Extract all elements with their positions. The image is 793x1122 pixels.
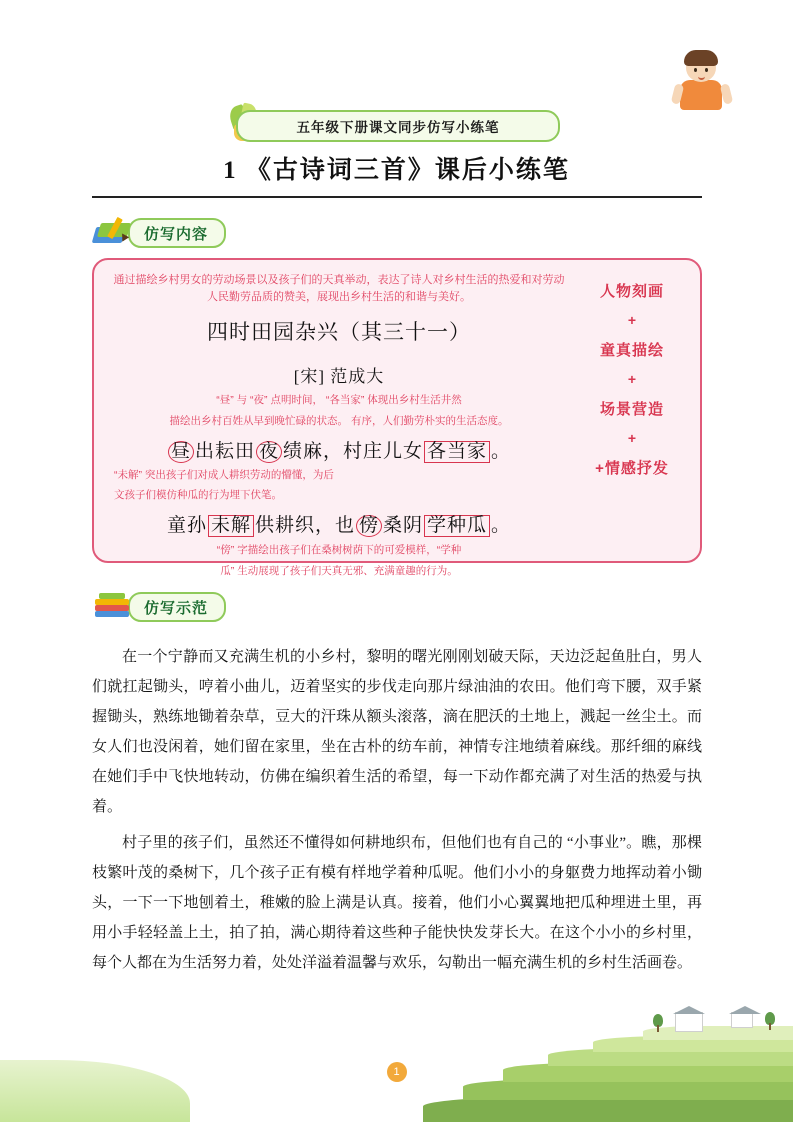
- left-hill-shape: [0, 1060, 190, 1122]
- terraced-field-art: [423, 1012, 793, 1122]
- tree-icon: [653, 1014, 663, 1032]
- poem-line-2: 童孙 未解 供耕织，也 傍 桑阴 学种瓜 。: [166, 515, 512, 536]
- house-icon: [675, 1012, 703, 1032]
- annotation-2: “未解” 突出孩子们对成人耕织劳动的懵懂，为后: [114, 469, 334, 481]
- annotation-3b: 瓜” 生动展现了孩子们天真无邪、充满童趣的行为。: [220, 565, 458, 577]
- writing-element-4: 场景营造: [599, 401, 664, 418]
- section-label-pill-example: [128, 592, 226, 622]
- book-pencil-icon: [92, 217, 134, 249]
- annotation-1: “昼” 与 “夜” 点明时间， “各当家” 体现出乡村生活井然: [216, 394, 462, 406]
- writing-element-1: +: [627, 312, 637, 328]
- tree-icon-2: [765, 1012, 775, 1030]
- poem-title: 四时田园杂兴（其三十一）: [207, 320, 471, 344]
- annotation-3: “傍” 字描绘出孩子们在桑树树荫下的可爱模样，“学种: [216, 544, 462, 556]
- section-label-content-text: 仿写内容: [144, 225, 209, 243]
- writing-element-5: +: [627, 430, 637, 446]
- title-divider: [92, 196, 702, 198]
- annotation-1b: 描绘出乡村百姓从早到晚忙碌的状态。 有序，人们勤劳朴实的生活态度。: [169, 415, 509, 427]
- poem-author: [宋] 范成大: [293, 367, 385, 386]
- example-paragraph-2: 村子里的孩子们，虽然还不懂得如何耕地织布，但他们也有自己的 “小事业”。瞧，那棵枝繁叶茂的桑树下，几个孩子正有模有样地学着种瓜呢。他们小小的身躯费力地挥动着小锄头，一下一下地刨着土，稚嫩的脸上满是认真。接着，他们小心翼翼地把瓜种埋进土里，再用小手轻轻盖上土，拍了拍，满心期待着这些种子能快快发芽长大。在这个小小的乡村里，每个人都在为生活努力着，处处洋溢着温馨与欢乐，勾勒出一幅充满生机的乡村生活画卷。: [92, 835, 702, 971]
- example-paragraph-1: 在一个宁静而又充满生机的小乡村，黎明的曙光刚刚划破天际，天边泛起鱼肚白，男人们就扛起锄头，哼着小曲儿，迈着坚实的步伐走向那片绿油油的农田。他们弯下腰，双手紧握锄头，熟练地锄着杂草，豆大的汗珠从额头滚落，滴在肥沃的土地上，溅起一丝尘土。而女人们也没闲着，她们留在家里，坐在古朴的纺车前，神情专注地绩着麻线。那纤细的麻线在她们手中飞快地转动，仿佛在编织着生活的希望，每一下动作都充满了对生活的热爱与执着。: [92, 649, 702, 815]
- writing-element-6: +情感抒发: [595, 460, 669, 477]
- series-banner-text: 五年级下册课文同步仿写小练笔: [296, 120, 500, 135]
- section-label-pill-content: [128, 218, 226, 248]
- stacked-books-icon: [92, 591, 134, 623]
- page-number: 1: [387, 1062, 407, 1082]
- poem-line-1: 昼 出耘田 夜 绩麻，村庄儿女 各当家 。: [104, 436, 574, 463]
- annotation-2b: 文孩子们模仿种瓜的行为埋下伏笔。: [114, 489, 282, 501]
- poem-column: [104, 268, 574, 577]
- footer-illustration: [0, 1002, 793, 1122]
- example-body: [92, 642, 702, 984]
- page-title: 1 《古诗词三首》课后小练笔: [223, 157, 570, 184]
- section-header-content: [92, 218, 226, 248]
- section-header-example: [92, 592, 226, 622]
- writing-elements-list: [572, 280, 692, 478]
- writing-element-2: 童真描绘: [599, 342, 664, 359]
- series-banner: [236, 110, 560, 142]
- writing-element-3: +: [627, 371, 637, 387]
- poem-analysis-card: [92, 258, 702, 577]
- house-icon-2: [731, 1012, 753, 1028]
- writing-element-0: 人物刻画: [599, 283, 664, 300]
- boy-mascot-icon: [672, 50, 732, 116]
- card-intro-text: 通过描绘乡村男女的劳动场景以及孩子们的天真举动，表达了诗人对乡村生活的热爱和对劳动人民勤劳品质的赞美，展现出乡村生活的和谐与美好。: [113, 274, 565, 303]
- section-label-example-text: 仿写示范: [144, 599, 209, 617]
